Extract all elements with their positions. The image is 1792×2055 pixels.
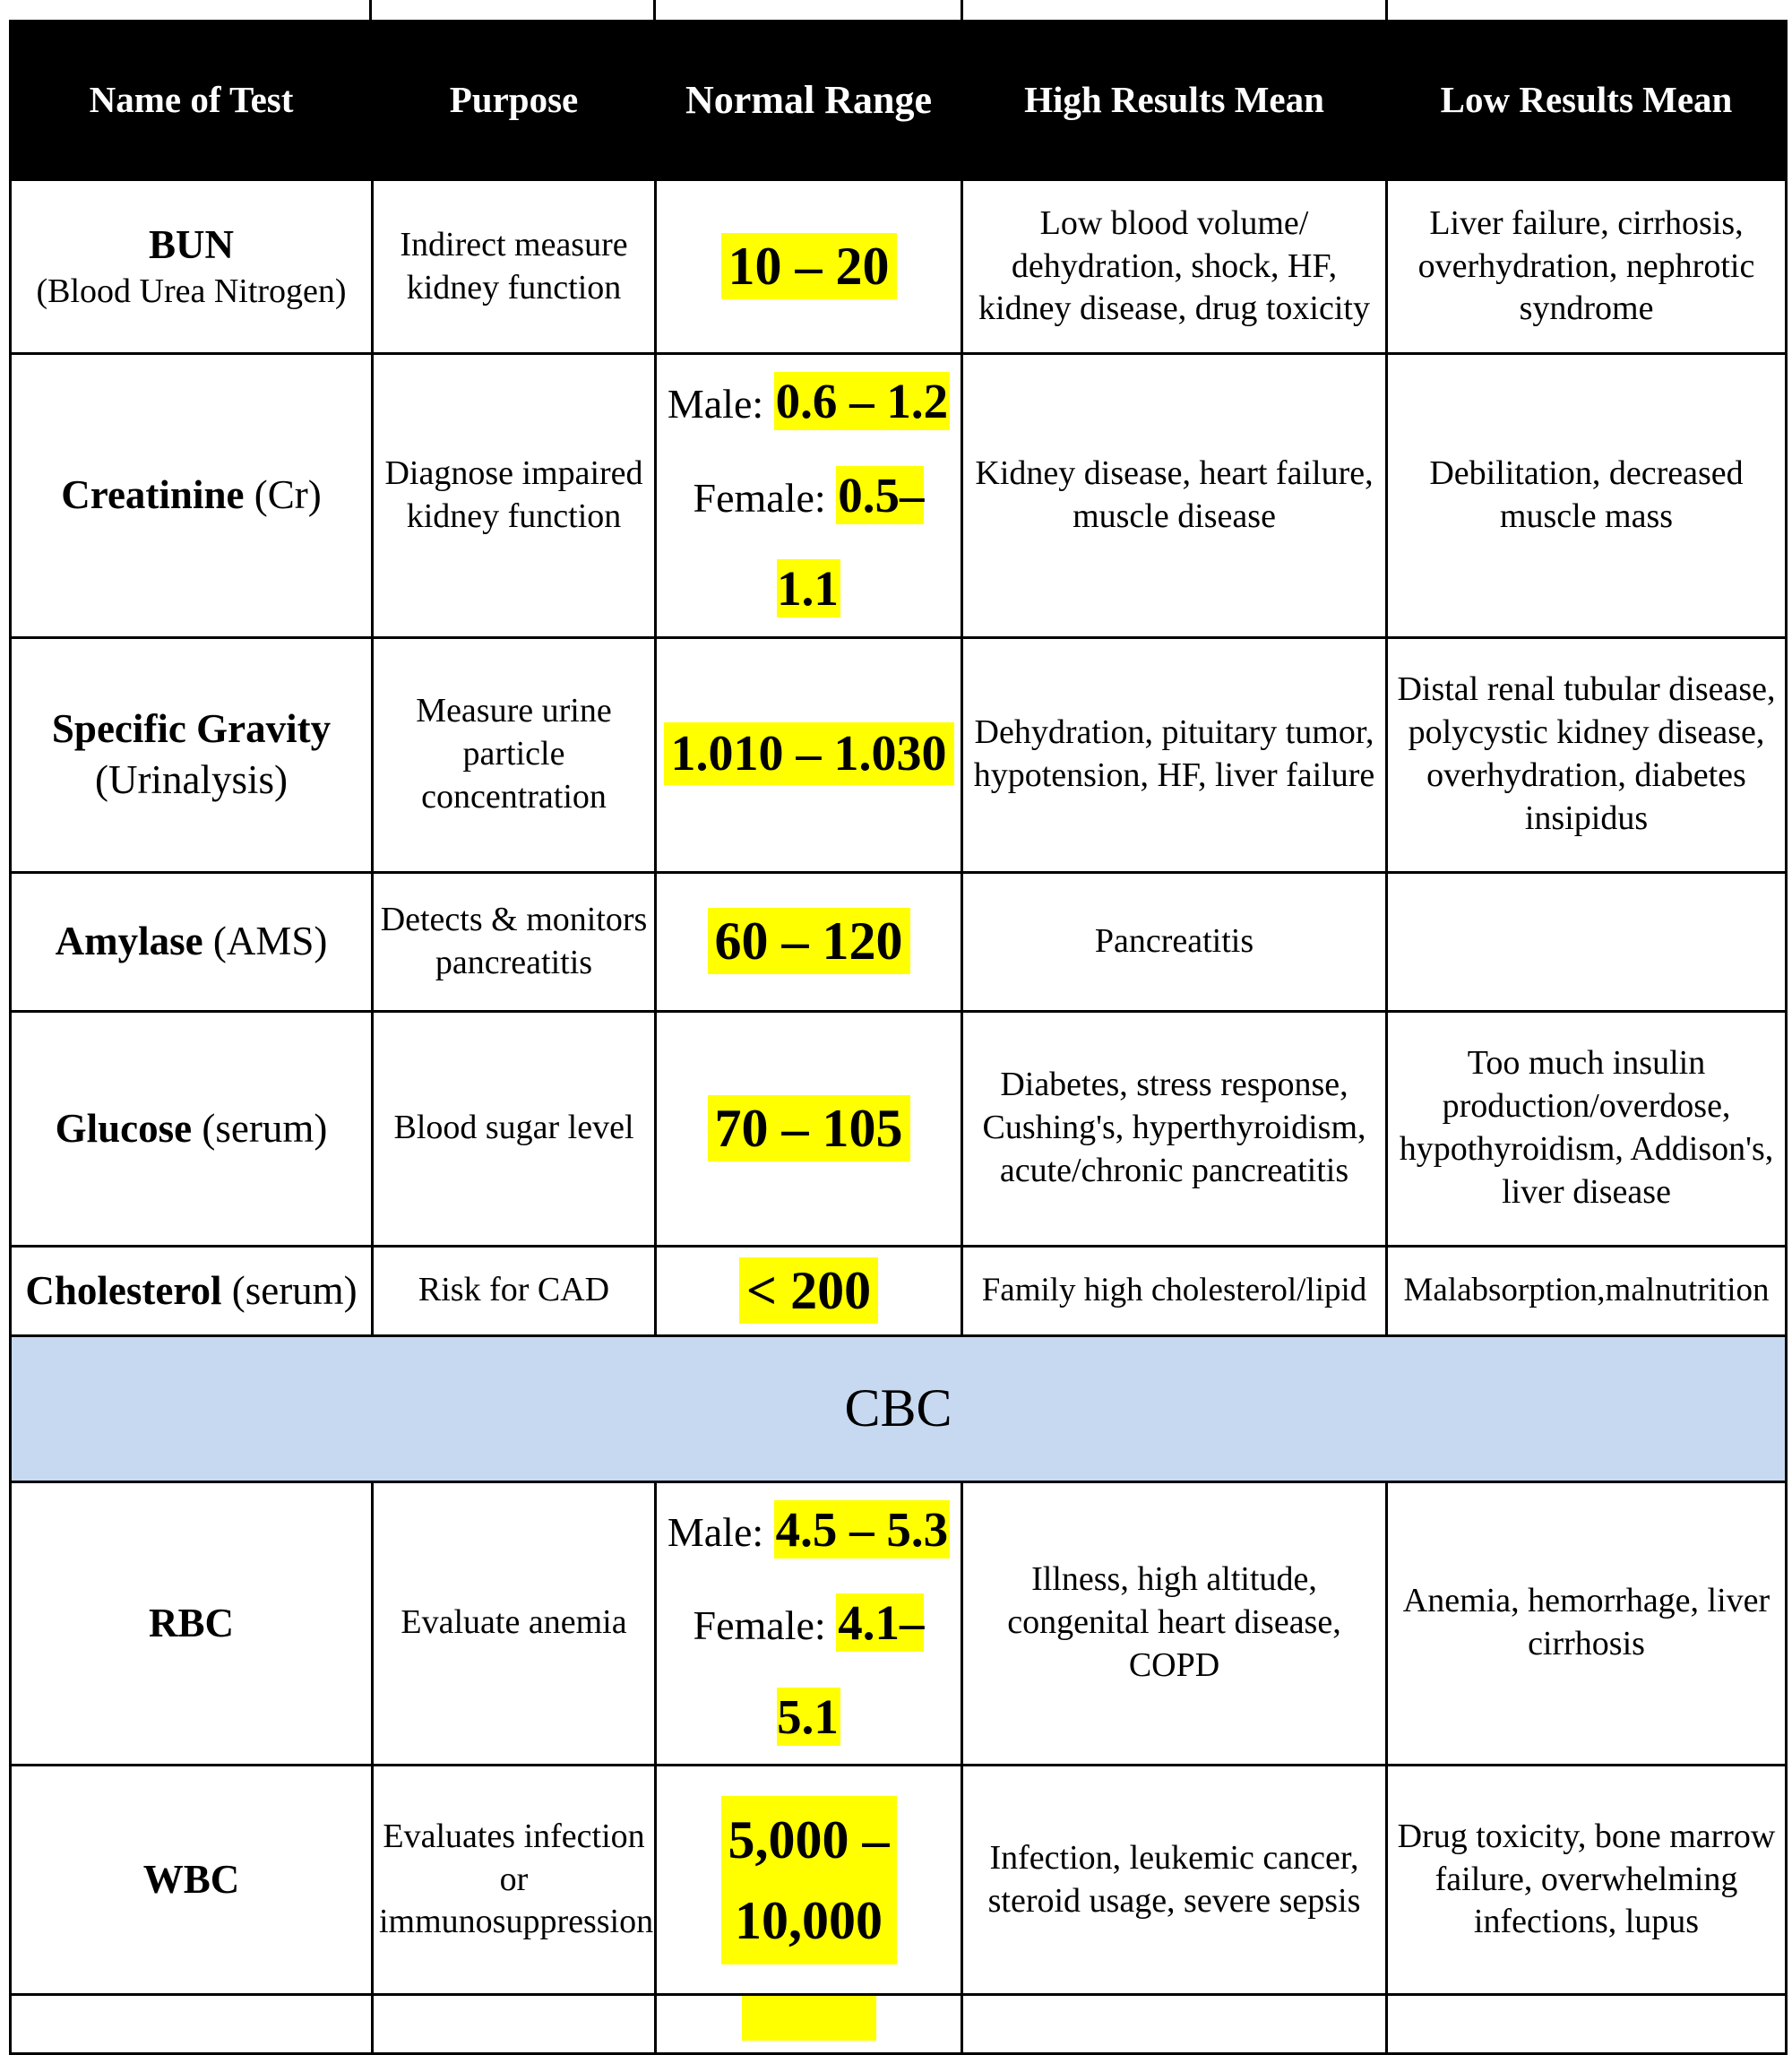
normal-range-cell — [656, 872, 962, 1011]
test-name: RBC — [148, 1600, 234, 1645]
high-results-cell: Pancreatitis — [962, 872, 1387, 1011]
high-results-cell: Infection, leukemic cancer, steroid usage, severe sepsis — [962, 1766, 1387, 1995]
purpose-cell: Detects & monitors pancreatitis — [373, 872, 656, 1011]
male-range-line — [662, 355, 955, 449]
purpose-cell: Evaluates infection or immunosuppression — [373, 1766, 656, 1995]
purpose-cell: Blood sugar level — [373, 1011, 656, 1246]
table-row — [11, 1246, 1787, 1335]
test-name-cell — [11, 1766, 373, 1995]
table-row-partial — [11, 1995, 1787, 2054]
female-label: Female: — [693, 474, 826, 521]
high-results-cell: Kidney disease, heart failure, muscle disease — [962, 354, 1387, 638]
high-results-cell: Dehydration, pituitary tumor, hypotension, HF, liver failure — [962, 637, 1387, 872]
cell-empty — [1387, 1995, 1787, 2054]
column-header-purpose: Purpose — [373, 22, 656, 180]
high-results-cell: Family high cholesterol/lipid — [962, 1246, 1387, 1335]
normal-range-value: < 200 — [739, 1257, 878, 1324]
test-name-cell — [11, 637, 373, 872]
test-name-abbrev: (serum) — [221, 1267, 358, 1313]
table-row — [11, 1481, 1787, 1766]
test-name: Creatinine — [61, 472, 245, 518]
normal-range-cell — [656, 354, 962, 638]
female-range-value: 4.1–5.1 — [777, 1595, 925, 1744]
range-line-2: 10,000 — [735, 1890, 883, 1950]
male-range-value: 4.5 – 5.3 — [775, 1501, 949, 1557]
normal-range-cell — [656, 1766, 962, 1995]
normal-range-value: 70 – 105 — [708, 1095, 910, 1161]
lab-values-table — [9, 20, 1788, 2055]
normal-range-cell — [656, 637, 962, 872]
high-results-cell: Low blood volume/ dehydration, shock, HF, kidney disease, drug toxicity — [962, 180, 1387, 354]
low-results-cell: Drug toxicity, bone marrow failure, overwhelming infections, lupus — [1387, 1766, 1787, 1995]
test-name-abbrev: (Cr) — [244, 472, 322, 518]
low-results-cell: Debilitation, decreased muscle mass — [1387, 354, 1787, 638]
test-name-subtitle: (Urinalysis) — [95, 757, 288, 802]
female-label: Female: — [693, 1602, 826, 1648]
table-row — [11, 637, 1787, 872]
test-name: BUN — [148, 222, 234, 268]
test-name-cell — [11, 180, 373, 354]
low-results-cell: Distal renal tubular disease, polycystic kidney disease, overhydration, diabetes insipidus — [1387, 637, 1787, 872]
column-header-high-results: High Results Mean — [962, 22, 1387, 180]
range-line-1: 5,000 – — [728, 1809, 890, 1869]
purpose-cell: Indirect measure kidney function — [373, 180, 656, 354]
test-name-subtitle: (Blood Urea Nitrogen) — [36, 272, 347, 310]
cell-empty — [373, 1995, 656, 2054]
test-name: WBC — [142, 1857, 240, 1903]
female-range-value: 0.5–1.1 — [777, 467, 925, 616]
purpose-cell: Evaluate anemia — [373, 1481, 656, 1766]
section-row — [11, 1335, 1787, 1481]
purpose-cell: Diagnose impaired kidney function — [373, 354, 656, 638]
low-results-cell — [1387, 872, 1787, 1011]
table-row — [11, 1011, 1787, 1246]
test-name-cell — [11, 1011, 373, 1246]
purpose-cell: Measure urine particle concentration — [373, 637, 656, 872]
test-name-cell — [11, 872, 373, 1011]
table-row — [11, 872, 1787, 1011]
low-results-cell: Malabsorption,malnutrition — [1387, 1246, 1787, 1335]
test-name-abbrev: (serum) — [192, 1105, 328, 1151]
male-label: Male: — [667, 381, 764, 427]
normal-range-cell — [656, 1995, 962, 2054]
top-column-rules — [9, 0, 1785, 20]
test-name: Cholesterol — [25, 1267, 222, 1313]
low-results-cell: Too much insulin production/overdose, hypothyroidism, Addison's, liver disease — [1387, 1011, 1787, 1246]
normal-range-value — [721, 1796, 897, 1964]
cell-empty — [11, 1995, 373, 2054]
normal-range-value: 10 – 20 — [721, 233, 897, 299]
purpose-cell: Risk for CAD — [373, 1246, 656, 1335]
normal-range-cell — [656, 1011, 962, 1246]
normal-range-cell — [656, 1481, 962, 1766]
table-row — [11, 180, 1787, 354]
normal-range-value: 1.010 – 1.030 — [664, 722, 954, 785]
highlight-mark — [742, 1996, 876, 2041]
normal-range-value: 60 – 120 — [708, 908, 910, 974]
section-title-cbc: CBC — [11, 1335, 1787, 1481]
male-range-value: 0.6 – 1.2 — [775, 374, 949, 428]
column-header-normal-range: Normal Range — [656, 22, 962, 180]
test-name: Specific Gravity — [51, 706, 332, 752]
male-range-line — [662, 1483, 955, 1577]
test-name: Amylase — [55, 919, 203, 964]
table-row — [11, 1766, 1787, 1995]
column-header-low-results: Low Results Mean — [1387, 22, 1787, 180]
test-name-cell — [11, 354, 373, 638]
female-range-line — [662, 1576, 955, 1764]
table-row — [11, 354, 1787, 638]
low-results-cell: Anemia, hemorrhage, liver cirrhosis — [1387, 1481, 1787, 1766]
column-header-name: Name of Test — [11, 22, 373, 180]
header-row — [11, 22, 1787, 180]
normal-range-cell — [656, 1246, 962, 1335]
cell-empty — [962, 1995, 1387, 2054]
normal-range-cell — [656, 180, 962, 354]
test-name: Glucose — [55, 1105, 193, 1151]
test-name-cell — [11, 1246, 373, 1335]
high-results-cell: Diabetes, stress response, Cushing's, hyperthyroidism, acute/chronic pancreatitis — [962, 1011, 1387, 1246]
female-range-line — [662, 449, 955, 636]
male-label: Male: — [667, 1508, 764, 1555]
high-results-cell: Illness, high altitude, congenital heart disease, COPD — [962, 1481, 1387, 1766]
test-name-abbrev: (AMS) — [202, 919, 328, 964]
low-results-cell: Liver failure, cirrhosis, overhydration, nephrotic syndrome — [1387, 180, 1787, 354]
test-name-cell — [11, 1481, 373, 1766]
